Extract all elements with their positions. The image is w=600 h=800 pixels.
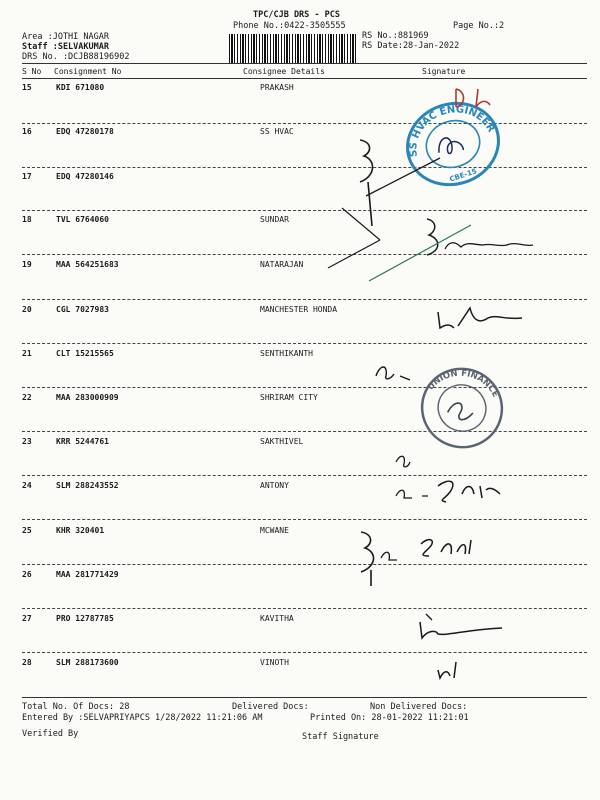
verified-by: Verified By: [22, 729, 79, 739]
row-consignment: SLM 288173600: [56, 658, 119, 667]
signature-row-15: [450, 85, 500, 111]
total-docs: Total No. Of Docs: 28: [22, 702, 130, 712]
staff-label: Staff :SELVAKUMAR: [22, 42, 109, 52]
row-consignee: PRAKASH: [260, 83, 294, 92]
row-sno: 27: [22, 614, 32, 623]
row-divider: [22, 210, 587, 211]
row-consignee: VINOTH: [260, 658, 289, 667]
row-consignment: KRR 5244761: [56, 437, 109, 446]
hvac-stamp-sub: CBE-15: [448, 167, 478, 184]
row-consignment: EDQ 47280178: [56, 127, 114, 136]
row-sno: 24: [22, 481, 32, 490]
row-consignment: SLM 288243552: [56, 481, 119, 490]
row-consignment: MAA 281771429: [56, 570, 119, 579]
row-sno: 19: [22, 260, 32, 269]
row-sno: 16: [22, 127, 32, 136]
row-sno: 18: [22, 215, 32, 224]
drs-number: DRS No. :DCJB88196902: [22, 52, 130, 62]
row-sno: 21: [22, 349, 32, 358]
row-consignee: SUNDAR: [260, 215, 289, 224]
staff-signature-label: Staff Signature: [302, 732, 379, 742]
row-divider: [22, 519, 587, 520]
rs-date: RS Date:28-Jan-2022: [362, 41, 460, 51]
row-consignee: MCWANE: [260, 526, 289, 535]
row-consignment: EDQ 47280146: [56, 172, 114, 181]
row-sno: 26: [22, 570, 32, 579]
row-consignee: KAVITHA: [260, 614, 294, 623]
header-rule-bottom: [22, 78, 587, 79]
row-consignment: CLT 15215565: [56, 349, 114, 358]
row-consignment: TVL 6764060: [56, 215, 109, 224]
row-sno: 22: [22, 393, 32, 402]
signature-row-21: [370, 356, 430, 386]
row-consignment: KHR 320401: [56, 526, 105, 535]
finance-stamp-text: UNION FINANCE: [425, 368, 501, 400]
row-consignee: SENTHIKANTH: [260, 349, 313, 358]
page-number: Page No.:2: [453, 21, 505, 31]
row-consignment: KDI 671080: [56, 83, 105, 92]
signature-row-23-24: [392, 450, 522, 510]
hvac-stamp-text: SS HVAC ENGINEERS: [386, 104, 497, 158]
row-divider: [22, 652, 587, 653]
signature-row-25-26: [345, 526, 495, 588]
row-sno: 17: [22, 172, 32, 181]
row-divider: [22, 564, 587, 565]
doc-title: TPC/CJB DRS - PCS: [253, 10, 340, 20]
non-delivered-docs: Non Delivered Docs:: [370, 702, 468, 712]
row-sno: 15: [22, 83, 32, 92]
row-sno: 23: [22, 437, 32, 446]
row-consignee: SS HVAC: [260, 127, 294, 136]
signature-row-28: [430, 656, 470, 682]
row-consignment: PRO 12787785: [56, 614, 114, 623]
row-consignee: MANCHESTER HONDA: [260, 305, 338, 314]
entered-by: Entered By :SELVAPRIYAPCS 1/28/2022 11:21:06 AM: [22, 713, 263, 723]
row-divider: [22, 608, 587, 609]
signature-row-18-19: [365, 215, 565, 285]
row-consignment: CGL 7027983: [56, 305, 109, 314]
row-consignment: MAA 283000909: [56, 393, 119, 402]
row-consignee: SAKTHIVEL: [260, 437, 304, 446]
col-header-consignment: Consignment No: [54, 67, 122, 76]
barcode: [229, 34, 357, 64]
row-consignee: SHRIRAM CITY: [260, 393, 318, 402]
phone-number: Phone No.:0422-3505555: [233, 21, 346, 31]
col-header-consignee: Consignee Details: [243, 67, 325, 76]
col-header-signature: Signature: [422, 67, 466, 76]
row-divider: [22, 343, 587, 344]
signature-row-27: [410, 610, 510, 644]
col-header-sno: S No: [22, 67, 42, 76]
row-consignee: ANTONY: [260, 481, 289, 490]
row-consignment: MAA 564251683: [56, 260, 119, 269]
row-sno: 28: [22, 658, 32, 667]
printed-on: Printed On: 28-01-2022 11:21:01: [310, 713, 469, 723]
header-rule-top: [22, 63, 587, 64]
row-sno: 25: [22, 526, 32, 535]
row-sno: 20: [22, 305, 32, 314]
row-consignee: NATARAJAN: [260, 260, 304, 269]
signature-row-20: [430, 298, 530, 338]
area-label: Area :JOTHI NAGAR: [22, 32, 109, 42]
finance-stamp: [418, 365, 506, 451]
table-bottom-rule: [22, 697, 587, 698]
rs-number: RS No.:881969: [362, 31, 429, 41]
delivered-docs: Delivered Docs:: [232, 702, 309, 712]
